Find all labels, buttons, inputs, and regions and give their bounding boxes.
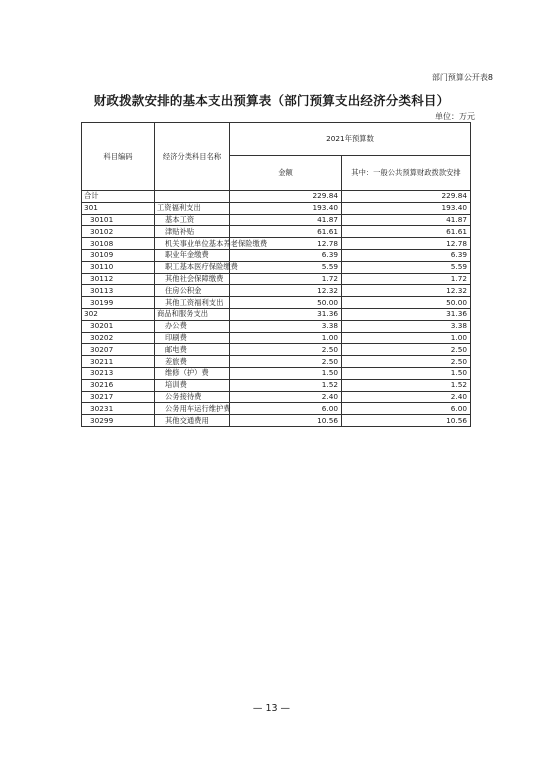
table-row	[82, 367, 471, 379]
row-code: 30112	[82, 273, 155, 285]
row-general-public: 3.38	[342, 320, 471, 332]
row-amount: 41.87	[230, 214, 342, 226]
row-name: 其他社会保障缴费	[155, 273, 230, 285]
row-amount: 2.50	[230, 356, 342, 368]
row-name: 商品和服务支出	[155, 308, 230, 320]
table-row	[82, 273, 471, 285]
row-name: 职工基本医疗保险缴费	[155, 261, 230, 273]
table-row	[82, 191, 471, 203]
row-amount: 6.00	[230, 403, 342, 415]
row-name: 邮电费	[155, 344, 230, 356]
table-row	[82, 214, 471, 226]
row-amount: 1.72	[230, 273, 342, 285]
row-general-public: 31.36	[342, 308, 471, 320]
row-amount: 12.78	[230, 238, 342, 250]
row-name: 维修（护）费	[155, 367, 230, 379]
table-row	[82, 332, 471, 344]
row-code: 30113	[82, 285, 155, 297]
row-code: 30217	[82, 391, 155, 403]
table-row	[82, 379, 471, 391]
row-amount: 1.50	[230, 367, 342, 379]
header-year-group: 2021年预算数	[230, 123, 471, 156]
row-general-public: 50.00	[342, 297, 471, 309]
table-row	[82, 249, 471, 261]
row-code: 30216	[82, 379, 155, 391]
row-code: 302	[82, 308, 155, 320]
row-general-public: 1.50	[342, 367, 471, 379]
row-amount: 5.59	[230, 261, 342, 273]
row-amount: 2.50	[230, 344, 342, 356]
row-general-public: 2.40	[342, 391, 471, 403]
row-general-public: 10.56	[342, 415, 471, 427]
row-amount: 50.00	[230, 297, 342, 309]
row-amount: 31.36	[230, 308, 342, 320]
row-code: 30207	[82, 344, 155, 356]
row-name: 其他交通费用	[155, 415, 230, 427]
row-amount: 12.32	[230, 285, 342, 297]
row-general-public: 1.72	[342, 273, 471, 285]
row-name: 其他工资福利支出	[155, 297, 230, 309]
row-code: 30299	[82, 415, 155, 427]
row-name: 印刷费	[155, 332, 230, 344]
row-general-public: 2.50	[342, 344, 471, 356]
table-row	[82, 391, 471, 403]
row-name: 基本工资	[155, 214, 230, 226]
table-row	[82, 261, 471, 273]
row-code: 合计	[82, 191, 155, 203]
table-row	[82, 238, 471, 250]
row-general-public: 12.78	[342, 238, 471, 250]
row-code: 30108	[82, 238, 155, 250]
row-code: 30231	[82, 403, 155, 415]
table-row	[82, 403, 471, 415]
row-code: 30109	[82, 249, 155, 261]
table-row	[82, 202, 471, 214]
row-code: 30202	[82, 332, 155, 344]
unit-label: 单位：万元	[435, 112, 475, 121]
row-general-public: 12.32	[342, 285, 471, 297]
row-amount: 61.61	[230, 226, 342, 238]
row-amount: 229.84	[230, 191, 342, 203]
row-general-public: 1.00	[342, 332, 471, 344]
row-code: 30102	[82, 226, 155, 238]
table-row	[82, 344, 471, 356]
row-name: 培训费	[155, 379, 230, 391]
row-name: 公务用车运行维护费	[155, 403, 230, 415]
table-row	[82, 226, 471, 238]
table-row	[82, 285, 471, 297]
corner-label: 部门预算公开表8	[431, 73, 493, 82]
row-name: 办公费	[155, 320, 230, 332]
page-title: 财政拨款安排的基本支出预算表（部门预算支出经济分类科目）	[93, 93, 450, 108]
row-code: 30199	[82, 297, 155, 309]
row-name: 差旅费	[155, 356, 230, 368]
header-name: 经济分类科目名称	[155, 123, 230, 191]
row-amount: 10.56	[230, 415, 342, 427]
table-row	[82, 320, 471, 332]
row-name: 职业年金缴费	[155, 249, 230, 261]
row-general-public: 5.59	[342, 261, 471, 273]
row-amount: 6.39	[230, 249, 342, 261]
row-general-public: 41.87	[342, 214, 471, 226]
row-name: 机关事业单位基本养老保险缴费	[155, 238, 230, 250]
table-row	[82, 356, 471, 368]
row-name: 住房公积金	[155, 285, 230, 297]
row-amount: 3.38	[230, 320, 342, 332]
row-code: 30213	[82, 367, 155, 379]
row-name: 工资福利支出	[155, 202, 230, 214]
row-amount: 1.52	[230, 379, 342, 391]
row-code: 30211	[82, 356, 155, 368]
budget-table	[81, 122, 471, 427]
row-amount: 193.40	[230, 202, 342, 214]
row-code: 30110	[82, 261, 155, 273]
row-general-public: 2.50	[342, 356, 471, 368]
table-row	[82, 308, 471, 320]
header-amount: 金额	[230, 156, 342, 191]
page-number: — 13 —	[252, 703, 291, 714]
row-general-public: 61.61	[342, 226, 471, 238]
row-code: 30201	[82, 320, 155, 332]
header-code: 科目编码	[82, 123, 155, 191]
row-name: 公务接待费	[155, 391, 230, 403]
table-row	[82, 297, 471, 309]
row-code: 30101	[82, 214, 155, 226]
table-row	[82, 415, 471, 427]
header-general-public: 其中：一般公共预算财政拨款安排	[342, 156, 471, 191]
row-general-public: 193.40	[342, 202, 471, 214]
row-name: 津贴补贴	[155, 226, 230, 238]
row-general-public: 229.84	[342, 191, 471, 203]
row-code: 301	[82, 202, 155, 214]
row-name	[155, 191, 230, 203]
row-general-public: 6.00	[342, 403, 471, 415]
row-general-public: 6.39	[342, 249, 471, 261]
row-amount: 1.00	[230, 332, 342, 344]
row-amount: 2.40	[230, 391, 342, 403]
row-general-public: 1.52	[342, 379, 471, 391]
